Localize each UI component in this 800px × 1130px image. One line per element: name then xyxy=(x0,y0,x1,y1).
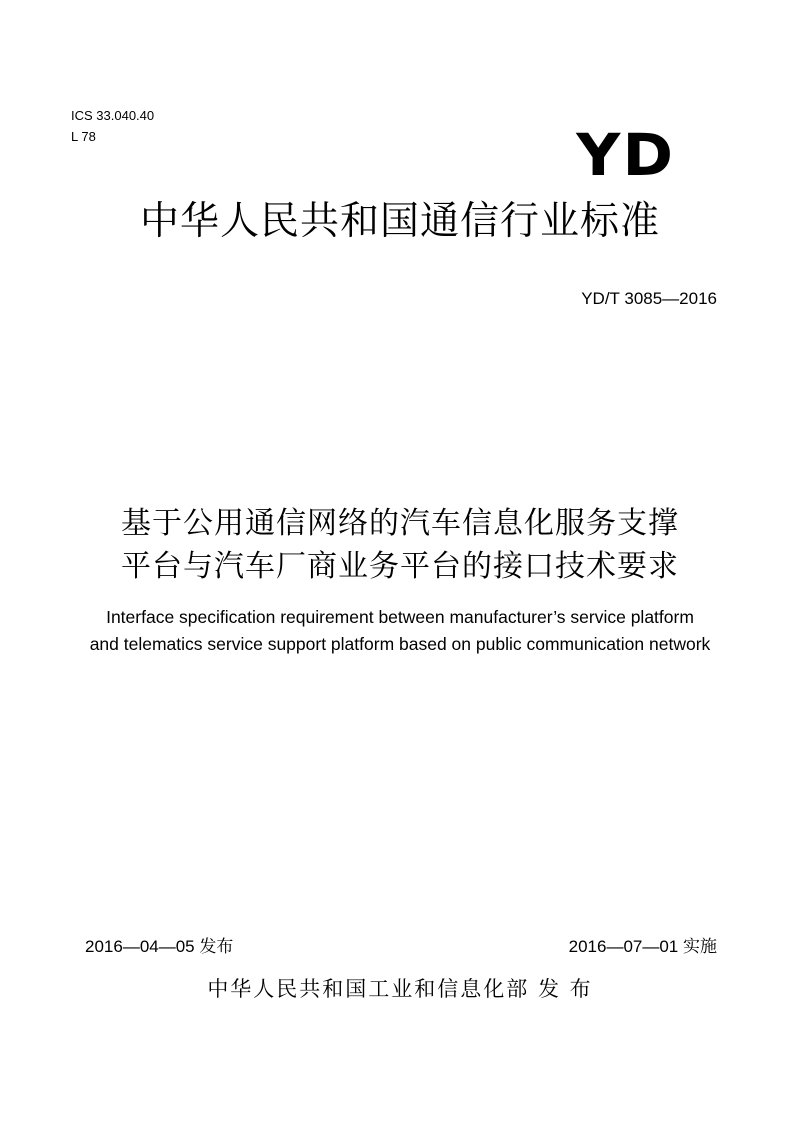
yd-logo: YD xyxy=(576,121,675,189)
document-title-en-line2: and telematics service support platform based on public communication network xyxy=(89,634,711,654)
document-title-zh-line1: 基于公用通信网络的汽车信息化服务支撑 xyxy=(121,506,679,541)
document-title-zh-line2: 平台与汽车厂商业务平台的接口技术要求 xyxy=(121,549,679,584)
ics-code: ICS 33.040.40 xyxy=(71,108,155,123)
standard-number: YD/T 3085—2016 xyxy=(581,289,717,308)
issuing-authority: 中华人民共和国工业和信息化部 发 布 xyxy=(207,977,593,1001)
issue-date: 2016—04—05 发布 xyxy=(85,937,234,956)
ccs-code: L 78 xyxy=(71,129,96,144)
implementation-date: 2016—07—01 实施 xyxy=(568,937,717,956)
industry-standard-title: 中华人民共和国通信行业标准 xyxy=(139,199,660,244)
document-title-en-line1: Interface specification requirement between manufacturer’s service platform xyxy=(106,607,694,627)
